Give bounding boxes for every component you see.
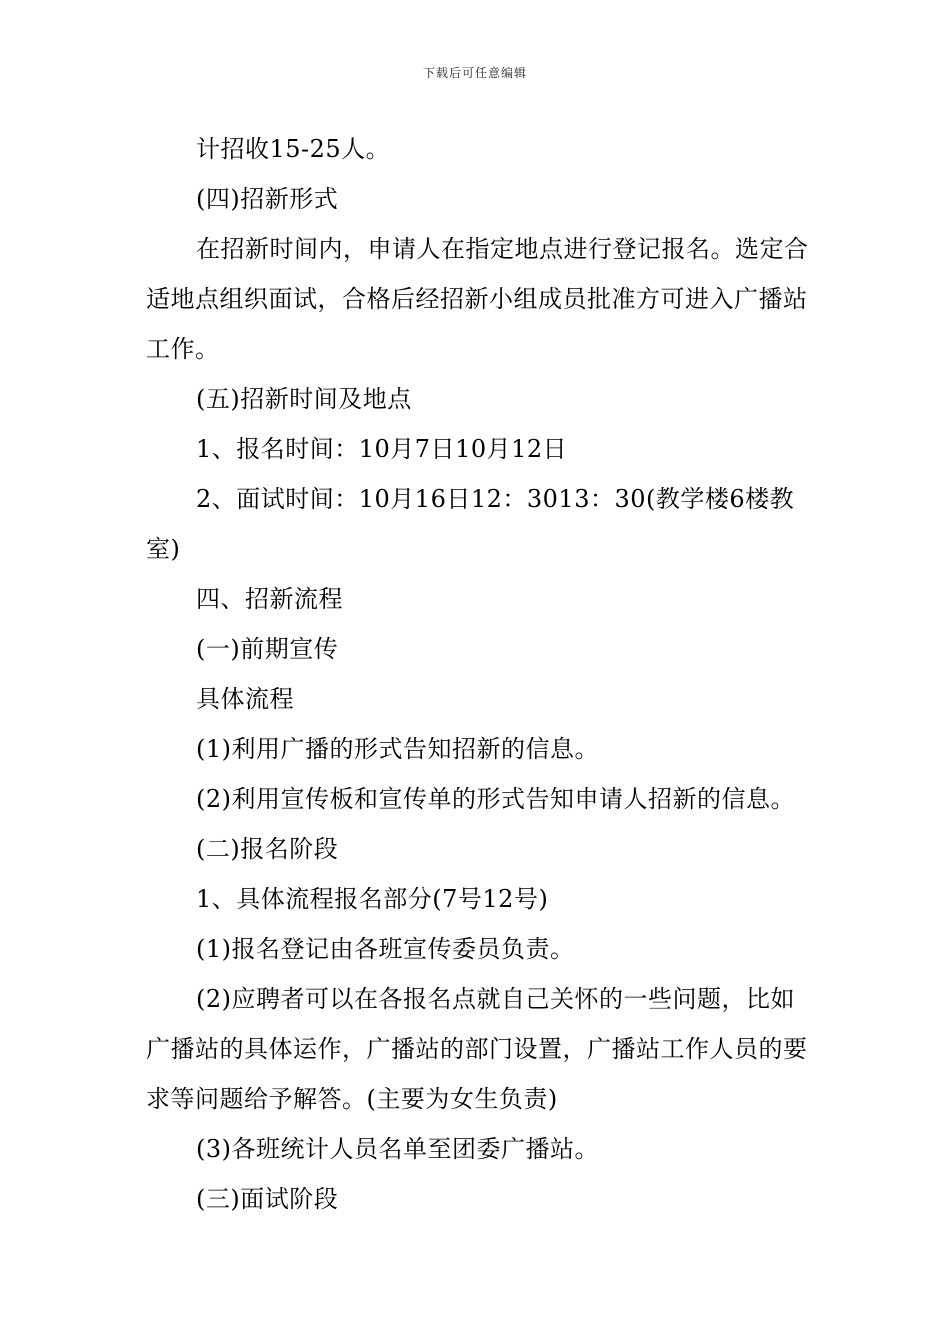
page-header: 下载后可任意编辑 [422, 66, 527, 80]
list-item-registration: (1)报名登记由各班宣传委员负责。 [196, 935, 575, 963]
list-item-boards: (2)利用宣传板和宣传单的形式告知申请人招新的信息。 [196, 785, 795, 813]
paragraph-recruit-form: 在招新时间内，申请人在指定地点进行登记报名。选定合适地点组织面试，合格后经招新小组成员批准方可进入广播站工作。 [146, 235, 809, 363]
list-item-broadcast: (1)利用广播的形式告知招新的信息。 [196, 735, 599, 763]
paragraph-signup-part: 1、具体流程报名部分(7号12号) [196, 885, 549, 913]
heading-time-place: (五)招新时间及地点 [196, 385, 412, 413]
paragraph-signup-time: 1、报名时间：10月7日10月12日 [196, 435, 568, 463]
list-item-statistics: (3)各班统计人员名单至团委广播站。 [196, 1135, 599, 1163]
heading-signup-stage: (二)报名阶段 [196, 835, 339, 863]
heading-interview-stage: (三)面试阶段 [196, 1185, 339, 1213]
document-body [146, 124, 810, 1224]
heading-recruit-process: 四、招新流程 [196, 585, 343, 613]
paragraph-interview-time: 2、面试时间：10月16日12：3013：30(教学楼6楼教室) [146, 485, 795, 563]
heading-recruit-form: (四)招新形式 [196, 185, 339, 213]
heading-specific-process: 具体流程 [196, 685, 294, 713]
heading-publicity: (一)前期宣传 [196, 635, 339, 663]
paragraph-recruit-count: 计招收15-25人。 [196, 135, 391, 163]
list-item-questions: (2)应聘者可以在各报名点就自己关怀的一些问题，比如广播站的具体运作，广播站的部门设置，广播站工作人员的要求等问题给予解答。(主要为女生负责) [146, 985, 808, 1113]
